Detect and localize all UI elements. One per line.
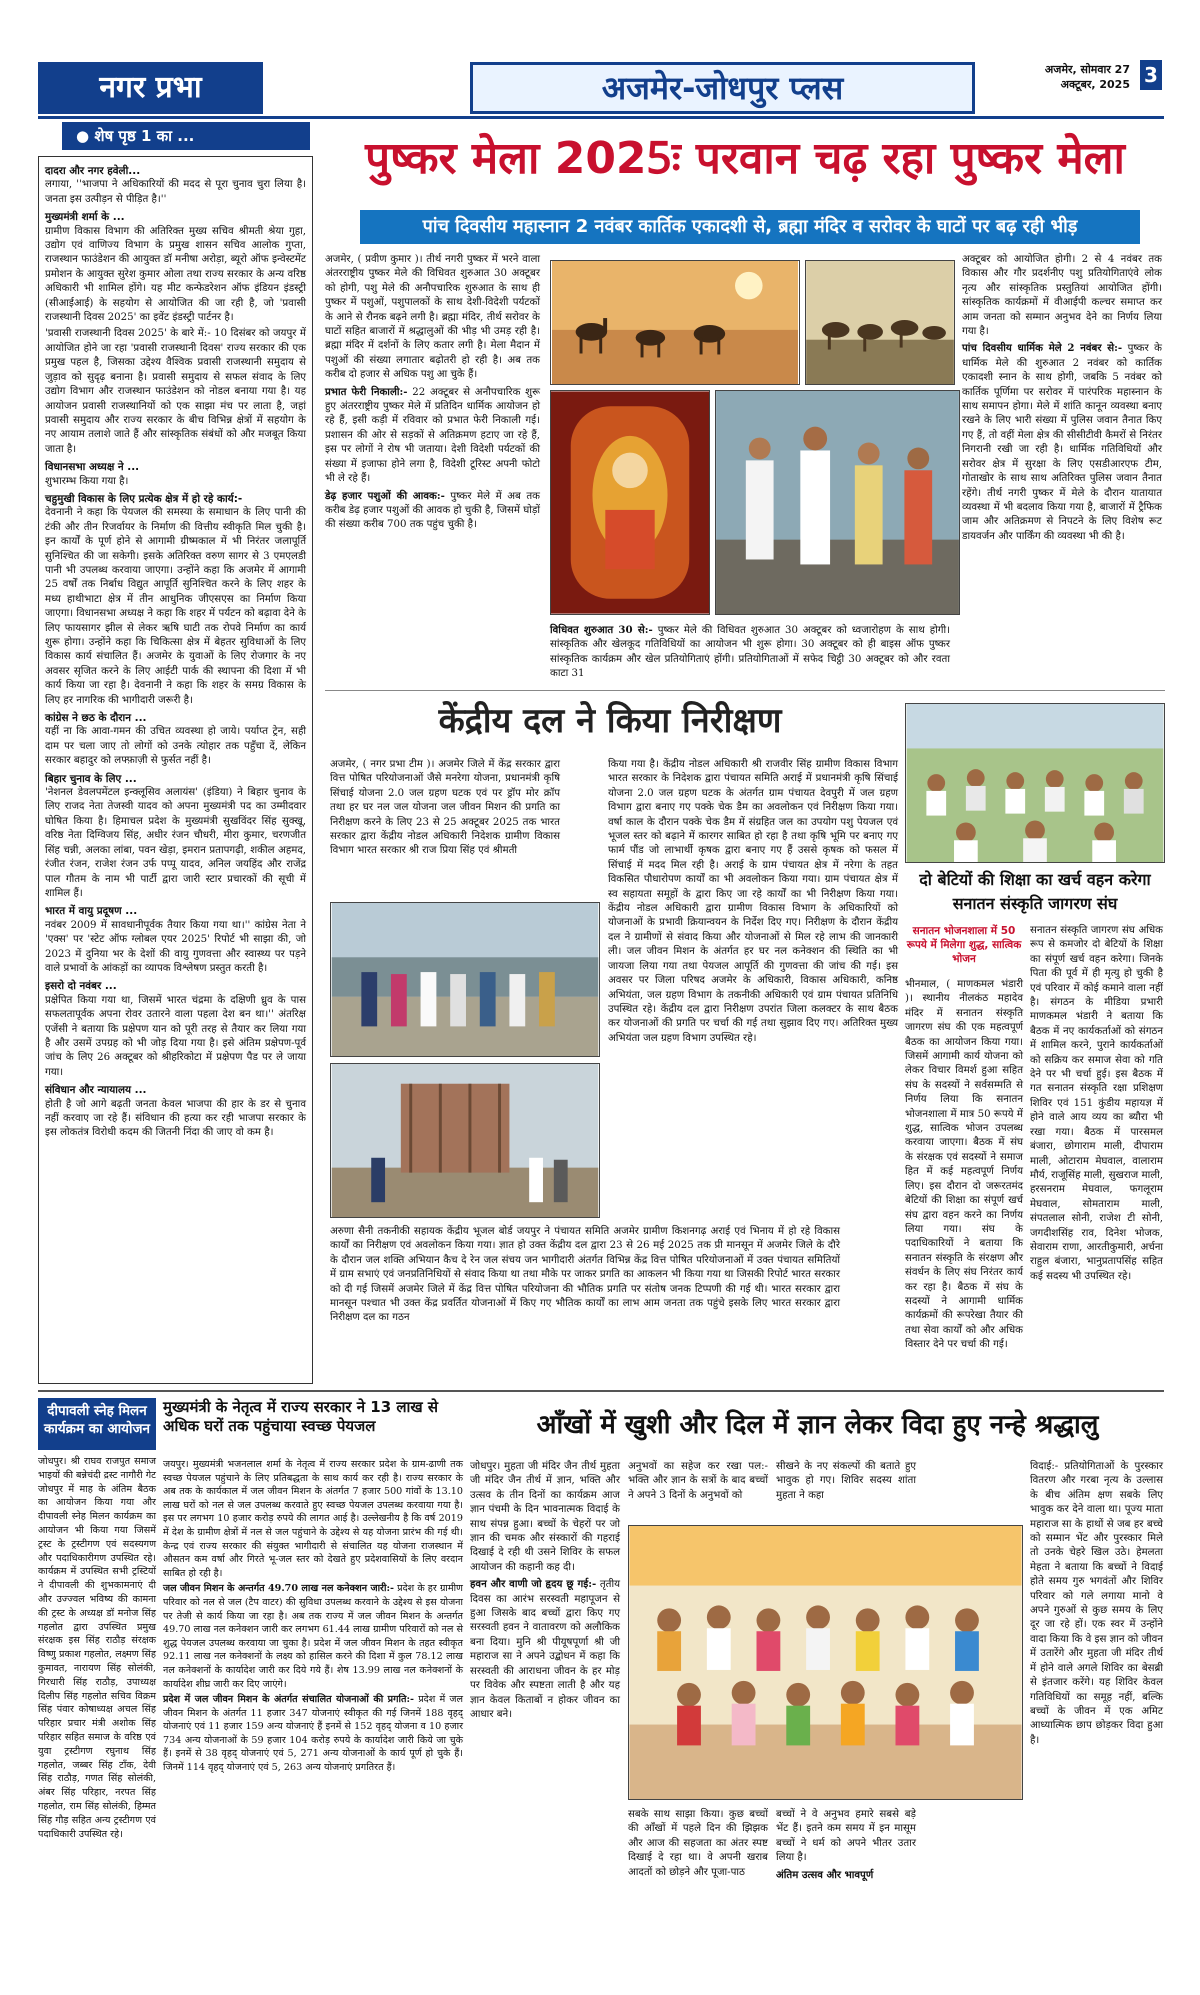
camels-photo bbox=[550, 260, 800, 385]
story-text: भीनमाल, ( माणकमल भंडारी )। स्थानीय नीलकंठ महादेव मंदिर में सनातन संस्कृति जागरण संघ की एक महत्वपूर्ण बैठक का आयोजन किया गया। जिसमें आगामी कार्य योजना को लेकर विचार विमर्श हुआ सहित संघ के सदस्यों ने सर्वसम्मति से निर्णय लिया कि सनातन भोजनशाला में मात्र 50 रूपये में शुद्ध, सात्विक भोजन उपलब्ध करवाया जाएगा। बैठक में संघ के संरक्षक एवं सदस्यों ने समाज हित में कई महत्वपूर्ण निर्णय लिए। इस दौरान दो जरूरतमंद बेटियों की शिक्षा का संपूर्ण खर्च संघ द्वारा वहन करने का निर्णय लिया गया। संघ के पदाधिकारियों ने बताया कि सनातन संस्कृति के संरक्षण और संवर्धन के लिए संघ निरंतर कार्य कर रहा है। बैठक में संघ के सदस्यों ने आगामी धार्मिक कार्यक्रमों की रूपरेखा तैयार की तथा सेवा कार्यों को और अधिक विस्तार देने पर चर्चा की गई। bbox=[905, 979, 1023, 1351]
ankhon-column-3-top bbox=[776, 1460, 916, 1520]
story-text: सनातन संस्कृति जागरण संघ अधिक रूप से कमजोर दो बेटियों के शिक्षा का संपूर्ण खर्च वहन करेगा। जिनके पिता की पूर्व में ही मृत्यु हो चुकी है एवं परिवार में कोई कमाने वाला नहीं है। संगठन के मीडिया प्रभारी माणकमल भंडारी ने बताया कि बैठक में नए कार्यकर्ताओं को संगठन में शामिल करने, पुराने कार्यकर्ताओं को सक्रिय कर समाज सेवा को गति देने पर भी चर्चा हुई। इस बैठक में गत सनातन संस्कृति रक्षा प्रशिक्षण शिविर एवं 151 कुंडीय महायज्ञ में होने वाले आय व्यय का ब्यौरा भी रखा गया। बैठक में पारसमल बंजारा, छोगाराम माली, दीपाराम माली, ओटाराम मेघवाल, वालाराम मौर्य, राजूसिंह माली, सुखराज माली, हरसनराम मेघवाल, फगलूराम मेघवाल, सोमताराम माली, संपतलाल सोनी, राजेश टी सोनी, जगदीशसिंह राव, दिनेश भोजक, सेवाराम राणा, आरतीकुमारी, अर्चना राहुल बंजारा, भानुप्रतापसिंह सहित कई सदस्य भी उपस्थित रहे। bbox=[1030, 925, 1163, 1282]
pushkar-column-1 bbox=[325, 253, 540, 681]
story-title: बिहार चुनाव के लिए ... bbox=[45, 772, 137, 785]
pushkar-banner: पांच दिवसीय महास्नान 2 नवंबर कार्तिक एकादशी से, ब्रह्मा मंदिर व सरोवर के घाटों पर बढ़ रही भीड़ bbox=[360, 210, 1140, 244]
story-text: बच्चों ने वे अनुभव हमारे सबसे बड़े भेंट हैं। इतने कम समय में इन मासूम बच्चों ने धर्म को अपने भीतर उतार लिया है। bbox=[776, 1809, 916, 1864]
section-divider bbox=[325, 690, 1165, 691]
story-text: देवनानी ने कहा कि पेयजल की समस्या के समाधान के लिए पानी की टंकी और तीन रिजर्वायर के निर्माण की वित्तीय स्वीकृति मिल चुकी है। इन कार्यों के पूर्ण होने से आगामी ग्रीष्मकाल में भी निरंतर जलापूर्ति सुनिश्चित की जा सकेगी। इसके अतिरिक्त वरुण सागर से 3 एमएलडी पानी भी उपलब्ध करवाया जाएगा। उन्होंने कहा कि अजमेर में आगामी 25 वर्षों तक निर्बाध विद्युत आपूर्ति सुनिश्चित करने के लिए शहर के मध्य हाथीभाटा क्षेत्र में तीन आधुनिक जीएसएस का निर्माण किया जाएगा। विधानसभा अध्यक्ष ने कहा कि शहर में पर्यटन को बढ़ावा देने के लिए फायसागर झील से लेकर ऋषि घाटी तक रोपवे निर्माण का कार्य शुरू होगा। उन्होंने कहा कि चिकित्सा क्षेत्र में बेहतर सुविधाओं के लिए विकास कार्य संचालित हैं। अजमेर के युवाओं के लिए रोजगार के नए अवसर सृजित करने के लिए आईटी पार्क की स्थापना की दिशा में भी कार्य किया जा रहा है। देवनानी ने कहा कि शहर के समग्र विकास के लिए हर नागरिक की भागीदारी जरूरी है। bbox=[45, 507, 306, 706]
story-text: प्रदेश में जल जीवन मिशन के अंतर्गत 11 हजार 347 योजनाएं स्वीकृत की गई जिनमें 188 वृहद् योजनाएं एवं 11 हजार 159 अन्य योजनाएं हैं इनमें से 152 वृहद् योजना व 10 हजार 734 अन्य योजनाओं के 59 हजार 104 करोड़ रुपये के कार्यादेश जारी किये जा चुके हैं। इनमें से 38 वृहद् योजनाएं एवं 5, 271 अन्य योजनाओं के कार्य पूर्ण हो चुके हैं। जिनमें 114 वृहद् योजनाएं एवं 5, 263 अन्य योजनाएं प्रगतिरत हैं। bbox=[163, 1694, 463, 1774]
story-text: विदाई:- प्रतियोगिताओं के पुरस्कार वितरण और गरबा नृत्य के उल्लास के बीच अंतिम क्षण सबके लिए भावुक कर देने वाला था। पूज्य माता महाराज सा के हाथों से जब हर बच्चे को सम्मान भेंट और पुरस्कार मिले तो उनके चेहरे खिल उठे। हेमलता मेहता ने बताया कि बच्चों ने विदाई होते समय गुरु भगवंतों और शिविर परिवार को गले लगाया मानो वे अपने गुरुओं से कुछ समय के लिए दूर जा रहे हों। एक स्वर में उन्होंने वादा किया कि वे इस ज्ञान को जीवन में उतारेंगे और मुहता जी मंदिर तीर्थ में होने वाले अगले शिविर का बेसब्री से इंतजार करेंगे। यह शिविर केवल गतिविधियों का समूह नहीं, बल्कि बच्चों के जीवन में एक अमिट आध्यात्मिक छाप छोड़कर विदा हुआ है। bbox=[1030, 1461, 1163, 1746]
cm-headline: मुख्यमंत्री के नेतृत्व में राज्य सरकार ने 13 लाख से अधिक घरों तक पहुंचाया स्वच्छ पेयजल bbox=[163, 1398, 439, 1435]
pushkar-headline: पुष्कर मेला 2025ः परवान चढ़ रहा पुष्कर मेला bbox=[365, 133, 1125, 184]
ankhon-headline: आँखों में खुशी और दिल में ज्ञान लेकर विदा हुए नन्हे श्रद्धालु bbox=[536, 1410, 1099, 1440]
story-text: होती है जो आगे बढ़ती जनता केवल भाजपा की हार के डर से चुनाव नहीं करवाए जा रहे हैं। संविधान की हत्या कर रही भाजपा सरकार के इस लोकतंत्र विरोधी कदम की जितनी निंदा की जाए वो कम है। bbox=[45, 1098, 306, 1139]
story-text: पुष्कर मेले में अब तक करीब डेढ़ हजार पशुओं की आवक हो चुकी है, जिसमें घोड़ों की संख्या करीब 700 तक पहुंच चुकी है। bbox=[325, 490, 540, 531]
story-title: विधानसभा अध्यक्ष ने ... bbox=[45, 461, 140, 474]
ankhon-column-2-bottom bbox=[628, 1808, 768, 1985]
section-label-nagar-prabha: नगर प्रभा bbox=[38, 62, 263, 114]
story-subhead: विधिवत शुरुआत 30 से:- bbox=[550, 624, 653, 636]
story-text: अजमेर, ( प्रवीण कुमार )। तीर्थ नगरी पुष्कर में भरने वाला अंतरराष्ट्रीय पुष्कर मेले की विधिवत शुरुआत 30 अक्टूबर को होगी, पशु मेले की अनौपचारिक शुरुआत के साथ ही पुष्कर में पशुओं, पशुपालकों के साथ देशी-विदेशी पर्यटकों के आने से रौनक बढ़ने लगी है। ब्रह्मा मंदिर, तीर्थ सरोवर के घाटों सहित बाजारों में श्रद्धालुओं की भीड़ भी उमड़ रही है। ब्रह्मा मंदिर में दर्शनों के लिए कतार लगी है। मेला मैदान में पशुओं की संख्या लगातार बढ़ोतरी हो रही है। अब तक करीब दो हजार से अधिक पशु आ चुके हैं। bbox=[325, 254, 540, 381]
procession-photo bbox=[715, 390, 960, 615]
story-text: पुष्कर के धार्मिक मेले की शुरुआत 2 नवंबर को कार्तिक एकादशी स्नान के साथ होगी, जबकि 5 नवंबर को कार्तिक पूर्णिमा पर सरोवर में पारंपरिक महास्नान के साथ समापन होगा। मेले में शांति कानून व्यवस्था बनाए रखने के लिए भारी संख्या में पुलिस जवान तैनात किए गए हैं, तो वहीं मेला क्षेत्र की सीसीटीवी कैमरों से निरंतर निगरानी रखी जा रही है। धार्मिक गतिविधियों और सरोवर क्षेत्र में सुरक्षा के लिए एसडीआरएफ टीम, गोताखोर के साथ साथ अतिरिक्त पुलिस जवान तैनात रहेंगे। तीर्थ नगरी पुष्कर में मेले के दौरान यातायात व्यवस्था में भी बदलाव किया गया है, बाजारों में ट्रैफिक जाम और अतिक्रमण से निपटने के लिए विशेष रूट डायवर्जन और पार्किंग की व्यवस्था भी की है। bbox=[962, 343, 1163, 542]
ankhon-column-1 bbox=[470, 1460, 620, 1985]
sanatan-headline: दो बेटियों की शिक्षा का खर्च वहन करेगा सनातन संस्कृति जागरण संघ bbox=[919, 870, 1151, 913]
story-text: तृतीय दिवस का आरंभ सरस्वती महापूजन से हुआ जिसके बाद बच्चों द्वारा किए गए सरस्वती हवन ने वातावरण को अलौकिक बना दिया। मुनि श्री पीयूषपूर्णा श्री जी महाराज सा ने अपने उद्बोधन में कहा कि सरस्वती की आराधना जीवन के हर मोड़ पर विवेक और स्पष्टता लाती है और यह ज्ञान केवल किताबों न होकर जीवन का आधार बने। bbox=[470, 1579, 620, 1720]
sanatan-column-2 bbox=[1030, 924, 1163, 1379]
story-text: अजमेर, ( नगर प्रभा टीम )। अजमेर जिले में केंद्र सरकार द्वारा वित्त पोषित परियोजनाओं जैसे मनरेगा योजना, प्रधानमंत्री कृषि सिंचाई योजना 2.0 जल ग्रहण घटक एवं पर ड्रॉप मोर क्रॉप तथा हर घर नल जल योजना जल जीवन मिशन की प्रगति का निरीक्षण करने के लिए 23 से 25 अक्टूबर 2025 तक भारत सरकार द्वारा केंद्रीय नोडल अधिकारी निदेशक ग्रामीण विकास विभाग भारत सरकार श्री राज प्रिया सिंह एवं श्रीमती bbox=[330, 759, 560, 857]
sanatan-kicker: सनातन भोजनशाला में 50 रूपये में मिलेगा शुद्ध, सात्विक भोजन bbox=[906, 925, 1022, 965]
story-text: किया गया है। केंद्रीय नोडल अधिकारी श्री राजवीर सिंह ग्रामीण विकास विभाग भारत सरकार के निदेशक द्वारा पंचायत समिति अराई में प्रधानमंत्री कृषि सिंचाई योजना 2.0 जल ग्रहण घटक के अंतर्गत ग्राम पंचायत देवपुरी में जल ग्रहण विभाग द्वारा बनाए गए पक्के चेक डैम का अवलोकन एवं निरीक्षण किया गया। वर्षा काल के दौरान पक्के चेक डैम में संग्रहित जल का उपयोग पशु पेयजल एवं भूजल स्तर को बढ़ाने में कारगर साबित हो रहा है तथा कृषि भूमि पर बनाए गए फार्म पौंड जो लाभार्थी कृषक द्वारा बनाए गए हैं उससे कृषक को फसल में सिंचाई में मदद मिल रही है। अराई के ग्राम पंचायत क्षेत्र में नरेगा के तहत विकसित पौधारोपण कार्यों का भी अवलोकन किया गया। ग्राम पंचायत क्षेत्र में स्व सहायता समूहों के द्वारा किए जा रहे कार्यों का भी निरीक्षण किया गया। केंद्रीय नोडल अधिकारी द्वारा ग्रामीण विकास विभाग के अधिकारियों को योजनाओं के प्रभावी क्रियान्वयन के निर्देश दिए गए। निरीक्षण के दौरान केंद्रीय दल ने ग्रामीणों से संवाद किया और योजनाओं से मिल रहे लाभ की जानकारी ली। जल जीवन मिशन के अंतर्गत हर घर नल कनेक्शन की स्थिति का भी जायजा लिया गया तथा पेयजल आपूर्ति की गुणवत्ता की जांच की गई। इस अवसर पर जिला परिषद अजमेर के अधिकारी, विकास अधिकारी, कनिष्ठ अभियंता, जल ग्रहण विभाग के तकनीकी अधिकारी एवं ग्राम पंचायत प्रतिनिधि उपस्थित रहे। केंद्रीय दल द्वारा निरीक्षण उपरांत जिला कलक्टर के साथ बैठक कर योजनाओं की प्रगति पर चर्चा की गई तथा सुझाव दिए गए। अतिरिक्त मुख्य अभियंता जल ग्रहण विभाग उपस्थित रहे। bbox=[608, 759, 898, 1044]
ankhon-column-2-top bbox=[628, 1460, 768, 1520]
construction-site-photo bbox=[330, 1063, 600, 1218]
story-text: जोधपुर। श्री राघव राजपुत समाज भाइयों की बन्नेचंदी द्रस्ट नागौरी गेट जोधपुर में माह के अंतिम बैठक का आयोजन किया गया और दीपावली स्नेह मिलन कार्यक्रम का आयोजन भी किया गया जिसमें ट्रस्ट के ट्रस्टीगण एवं सदस्यगण और पदाधिकारीगण उपस्थित रहे। कार्यक्रम में उपस्थित सभी ट्रस्टियों ने दीपावली की शुभकामनाएं दी और उज्ज्वल भविष्य की कामना की ट्रस्ट के अध्यक्ष डॉ मनोज सिंह गहलोत द्वारा उपस्थित प्रमुख संरक्षक इस सिंह राठौड़ संरक्षक विष्णु प्रकाश गहलोत, लक्ष्मण सिंह कुमावत, नारायण सिंह सोलंकी, गिरधारी सिंह राठौड़, उपाध्यक्ष दिलीप सिंह गहलोत सचिव विक्रम सिंह पंवार कोषाध्यक्ष अचल सिंह परिहार प्रचार मंत्री अशोक सिंह परिहार सहित समाज के वरिष्ठ एवं युवा ट्रस्टीगण रघुनाथ सिंह गहलोत, जब्बर सिंह टाँक, देवी सिंह राठौड़, गणत सिंह सोलंकी, अंबर सिंह परिहार, नरपत सिंह गहलोत, राम सिंह सोलंकी, हिम्मत सिंह गौड़ सहित अन्य ट्रस्टीगण एवं पदाधिकारी उपस्थित रहे। bbox=[38, 1456, 156, 1840]
story-text: 'प्रवासी राजस्थानी दिवस 2025' के बारे में:- 10 दिसंबर को जयपुर में आयोजित होने जा रहा 'प्रवासी राजस्थानी दिवस' राज्य सरकार की एक प्रमुख पहल है, जिसका उद्देश्य वैश्विक प्रवासी राजस्थानी समुदाय से जुड़ाव को सुदृढ़ बनाना है। प्रवासी समुदाय से सफल संवाद के लिए उद्योग विभाग और राजस्थान फाउंडेशन को नोडल बनाया गया है। यह आयोजन प्रवासी राजस्थानियों को एक साझा मंच पर लाता है, जहां प्रवासी समुदाय और राज्य सरकार के बीच विभिन्न क्षेत्रों में सहयोग के नए आयाम तलाशे जाते हैं और सांस्कृतिक संबंधों को और मजबूत किया जाता है। bbox=[45, 328, 306, 455]
children-group-photo bbox=[628, 1525, 1023, 1800]
story-text: शुभारम्भ किया गया है। bbox=[45, 475, 129, 487]
continued-stories-column bbox=[38, 156, 313, 1384]
story-text: अनुभवों का सहेज कर रखा पल:- भक्ति और ज्ञान के सत्रों के बाद बच्चों ने अपने 3 दिनों के अनुभवों को bbox=[628, 1461, 768, 1501]
story-subhead: चहुमुखी विकास के लिए प्रत्येक क्षेत्र में हो रहे कार्य:- bbox=[45, 492, 243, 505]
story-text: 'नेशनल डेवलपमेंटल इन्क्लूसिव अलायंस' (इंडिया) ने बिहार चुनाव के लिए राजद नेता तेजस्वी यादव को अपना मुख्यमंत्री पद का उम्मीदवार घोषित किया है। हिमाचल प्रदेश के मुख्यमंत्री सुखविंदर सिंह सुक्खू, वरिष्ठ नेता दिग्विजय सिंह, अधीर रंजन चौधरी, मीरा कुमार, चरणजीत सिंह चन्नी, अलका लांबा, पवन खेड़ा, इमरान प्रतापगढ़ी, शकील अहमद, रंजीत रंजन, राजेश रंजन उर्फ पप्पू यादव, अनिल जयहिंद और राजेंद्र पाल गौतम के नाम भी पार्टी द्वारा जारी स्टार प्रचारकों की सूची में शामिल हैं। bbox=[45, 787, 306, 899]
story-text: अक्टूबर को आयोजित होगी। 2 से 4 नवंबर तक विकास और गौर प्रदर्शनीए पशु प्रतियोगिताएंवे लोक नृत्य और सांस्कृतिक प्रस्तुतियां आयोजित होंगी। सांस्कृतिक कार्यक्रमों में वीआईपी कल्चर समाप्त कर आम जनता को सम्मान अनुभव देने का निर्णय लिया गया है। bbox=[962, 254, 1162, 338]
page-section-title: अजमेर-जोधपुर प्लस bbox=[470, 62, 975, 114]
story-text: जोधपुर। मुहता जी मंदिर जैन तीर्थ मुहता जी मंदिर जैन तीर्थ में ज्ञान, भक्ति और उत्सव के तीन दिनों का कार्यक्रम आज ज्ञान पंचमी के दिन भावनात्मक विदाई के साथ संपन्न हुआ। बच्चों के चेहरों पर जो ज्ञान की चमक और संस्कारों की गहराई दिखाई दे रही थी उसने शिविर के सफल आयोजन की कहानी कह दी। bbox=[470, 1461, 620, 1573]
story-subhead: प्रदेश में जल जीवन मिशन के अंतर्गत संचालित योजनाओं की प्रगति:- bbox=[163, 1694, 414, 1706]
cm-column bbox=[163, 1458, 463, 1986]
header-rule bbox=[38, 116, 1164, 119]
kendriya-column-2 bbox=[608, 758, 898, 1225]
story-subhead: अंतिम उत्सव और भावपूर्ण bbox=[776, 1868, 874, 1881]
kendriya-headline: केंद्रीय दल ने किया निरीक्षण bbox=[438, 701, 782, 741]
story-text: सबके साथ साझा किया। कुछ बच्चों की आँखों में पहले दिन की झिझक और आज की सहजता का अंतर स्पष्ट दिखाई दे रहा था। वे अपनी खराब आदतों को छोड़ने और पूजा-पाठ bbox=[628, 1809, 768, 1878]
story-subhead: जल जीवन मिशन के अन्तर्गत 49.70 लाख नल कनेक्शन जारी:- bbox=[163, 1583, 394, 1595]
story-title: मुख्यमंत्री शर्मा के ... bbox=[45, 211, 125, 224]
kendriya-column-1b bbox=[330, 1225, 840, 1383]
story-title: दादरा और नगर हवेली... bbox=[45, 165, 141, 177]
story-text: लगाया, ''भाजपा ने अधिकारियों की मदद से पूरा चुनाव चुरा लिया है। जनता इस उत्पीड़न से पीड़ित है।'' bbox=[45, 179, 306, 205]
story-title: संविधान और न्यायालय ... bbox=[45, 1084, 147, 1097]
deepawali-column bbox=[38, 1455, 156, 1985]
story-text: ग्रामीण विकास विभाग की अतिरिक्त मुख्य सचिव श्रीमती श्रेया गुहा, उद्योग एवं वाणिज्य विभाग के प्रमुख शासन सचिव आलोक गुप्ता, राजस्थान फाउंडेशन की आयुक्त डॉ मनीषा अरोड़ा, ब्यूरो ऑफ इन्वेस्टमेंट प्रमोशन के आयुक्त सुरेश कुमार ओला तथा राज्य सरकार के अन्य वरिष्ठ अधिकारी भी शामिल होंगे। यह मीट कन्फेडरेशन ऑफ इंडियन इंडस्ट्री (सीआईआई) के सहयोग से आयोजित की जा रही है, जो 'प्रवासी राजस्थानी दिवस 2025' का इवेंट इंडस्ट्री पार्टनर है। bbox=[45, 225, 306, 324]
story-title: कांग्रेस ने छठ के दौरान ... bbox=[45, 712, 147, 725]
pushkar-column-3 bbox=[962, 253, 1162, 685]
camel-herd-photo bbox=[805, 260, 955, 385]
kendriya-column-1 bbox=[330, 758, 560, 898]
story-text: जयपुर। मुख्यमंत्री भजनलाल शर्मा के नेतृत्व में राज्य सरकार प्रदेश के ग्राम-ढाणी तक स्वच्छ पेयजल पहुंचाने के लिए प्रतिबद्धता के साथ कार्य कर रही है। राज्य सरकार के अब तक के कार्यकाल में जल जीवन मिशन के अंतर्गत 7 हजार 500 गांवों के 13.10 लाख घरों को नल से जल उपलब्ध करवाते हुए स्वच्छ पेयजल उपलब्ध करवाया गया है। इस पर लगभग 10 हजार करोड़ रुपये की लागत आई है। उल्लेखनीय है कि वर्ष 2019 में देश के ग्रामीण क्षेत्रों में नल से जल पहुंचाने के उद्देश्य से यह योजना प्रारंभ की गई थी। केन्द्र एवं राज्य सरकार की संयुक्त भागीदारी से संचालित यह योजना राजस्थान में औसतन कम वर्षा और गिरते भू-जल स्तर को देखते हुए प्रदेशवासियों के लिए वरदान साबित हो रही है। bbox=[163, 1459, 463, 1579]
continued-label-text: शेष पृष्ठ 1 का ... bbox=[94, 127, 195, 145]
story-text: प्रदेश के हर ग्रामीण परिवार को नल से जल (टैप वाटर) की सुविधा उपलब्ध करवाने के उद्देश्य से इस योजना पर तेजी से कार्य किया जा रहा है। अब तक राज्य में जल जीवन मिशन के अन्तर्गत 49.70 लाख नल कनेक्शन जारी कर लगभग 61.44 लाख ग्रामीण परिवारों को नल से शुद्ध पेयजल उपलब्ध करवाया जा चुका है। प्रदेश में जल जीवन मिशन के तहत स्वीकृत 92.11 लाख नल कनेक्शनों के लक्ष्य को हासिल करने की दिशा में कुल 78.12 लाख नल कनेक्शनों के कार्यादेश जारी कर दिये गये हैं। शेष 13.99 लाख नल कनेक्शनों के कार्यादेश शीघ्र जारी कर दिए जाएंगे। bbox=[163, 1583, 463, 1690]
page-number: 3 bbox=[1140, 60, 1162, 90]
ankhon-column-3-bottom bbox=[776, 1808, 916, 1985]
sanatan-column-1 bbox=[905, 978, 1023, 1378]
inspection-team-photo bbox=[330, 902, 600, 1057]
story-subhead: डेढ़ हजार पशुओं की आवक:- bbox=[325, 489, 445, 502]
story-text: पुष्कर मेले की विधिवत शुरुआत 30 अक्टूबर को ध्वजारोहण के साथ होगी। सांस्कृतिक और खेलकूद गतिविधियों का आयोजन भी शुरू होगा। 30 अक्टूबर को ही बाइस ऑफ पुष्कर सांस्कृतिक कार्यक्रम और खेल प्रतियोगिताएं होंगी। प्रतियोगिताओं में सफेद चिट्ठी 30 अक्टूबर को और रवता काटा 31 bbox=[550, 625, 950, 680]
story-title: भारत में वायु प्रदूषण ... bbox=[45, 905, 138, 918]
temple-idol-photo bbox=[550, 390, 710, 615]
ankhon-column-4 bbox=[1030, 1460, 1163, 1985]
story-text: 22 अक्टूबर से अनौपचारिक शुरू हुए अंतरराष्ट्रीय पुष्कर मेले में प्रतिदिन धार्मिक आयोजन हो रहे हैं, इसी कड़ी में रविवार को प्रभात फेरी निकाली गई। प्रशासन की ओर से सड़कों से अतिक्रमण हटाए जा रहे हैं, इस पर लोगों ने रोष भी जताया। देशी विदेशी पर्यटकों की संख्या में इजाफा होने लगा है, विदेशी टूरिस्ट अपनी फोटो भी ले रहे हैं। bbox=[325, 386, 541, 485]
story-subhead: प्रभात फेरी निकाली:- bbox=[325, 385, 408, 398]
section-divider bbox=[38, 1390, 1164, 1392]
story-subhead: हवन और वाणी जो हृदय छू गई:- bbox=[470, 1578, 597, 1591]
sanatan-meeting-photo bbox=[905, 703, 1165, 863]
date-line: अजमेर, सोमवार 27 अक्टूबर, 2025 bbox=[1044, 63, 1130, 91]
story-text: यहीं ना कि आवा-गमन की उचित व्यवस्था हो जाये। पर्याप्त ट्रेन, सही दाम पर चला जाए तो लोगों को उनके त्योहार तक पहुँचा दें, लेकिन सरकार बहादुर को लफ्फ़ाज़ी से फुर्सत नहीं है। bbox=[45, 726, 306, 767]
story-text: प्रक्षेपित किया गया था, जिसमें भारत चंद्रमा के दक्षिणी ध्रुव के पास सफलतापूर्वक अपना रोवर उतारने वाला पहला देश बन था।'' अंतरिक्ष एजेंसी ने बताया कि प्रक्षेपण यान को पूरी तरह से तैयार कर लिया गया है और उसमें उपग्रह को भी जोड़ दिया गया है। इसे अंतिम प्रक्षेपण-पूर्व जांच के लिए 26 अक्टूबर को श्रीहरिकोटा में प्रक्षेपण पैड पर ले जाया गया। bbox=[45, 994, 306, 1078]
continued-label: ● शेष पृष्ठ 1 का ... bbox=[62, 122, 310, 150]
story-text: सीखने के नए संकल्पों की बताते हुए भावुक हो गए। शिविर सदस्य शांता मुहता ने कहा bbox=[776, 1461, 916, 1501]
deepawali-headline: दीपावली स्नेह मिलन कार्यक्रम का आयोजन bbox=[38, 1398, 156, 1450]
story-text: अरुणा सैनी तकनीकी सहायक केंद्रीय भूजल बोर्ड जयपुर ने पंचायत समिति अजमेर ग्रामीण किशनगढ़ अराई एवं भिनाय में हो रहे विकास कार्यों का निरीक्षण एवं अवलोकन किया गया। ज्ञात हो उक्त केंद्रीय दल द्वारा 23 से 26 मई 2025 तक प्री मानसून में अजमेर जिले के दौरे के दौरान जल शक्ति अभियान कैच दे रेन जल संचय जन भागीदारी अंतर्गत विभिन्न केंद्र वित्त पोषित परियोजनाओं में उक्त पंचायत समितियों में ग्राम सभाएं एवं जनप्रतिनिधियों से संवाद किया था तथा मौके पर जाकर प्रगति का आकलन भी किया गया था जिसकी रिपोर्ट भारत सरकार को दी गई जिसमें अजमेर जिले में केंद्र वित्त पोषित परियोजना की भौतिक प्रगति पर संतोष जनक टिप्पणी की गई थी। भारत सरकार द्वारा मानसून पश्चात भी उक्त केंद्र प्रवर्तित योजनाओं में किए गए भौतिक कार्यों का लाभ आम जनता तक पहुंचे इसके लिए भारत सरकार द्वारा निरीक्षण दल का गठन bbox=[330, 1226, 840, 1324]
pushkar-below-photos bbox=[550, 623, 950, 685]
story-title: इसरो दो नवंबर ... bbox=[45, 980, 117, 993]
story-text: नवंबर 2009 में सावधानीपूर्वक तैयार किया गया था।'' कांग्रेस नेता ने 'एक्स' पर 'स्टेट ऑफ ग्लोबल एयर 2025' रिपोर्ट भी साझा की, जो 2023 में दुनिया भर के देशों की वायु गुणवत्ता और स्वास्थ्य पर पड़ने वाले प्रभावों के आंकड़ों का व्यापक विश्लेषण प्रस्तुत करती है। bbox=[45, 919, 306, 974]
story-subhead: पांच दिवसीय धार्मिक मेले 2 नवंबर से:- bbox=[962, 342, 1123, 355]
